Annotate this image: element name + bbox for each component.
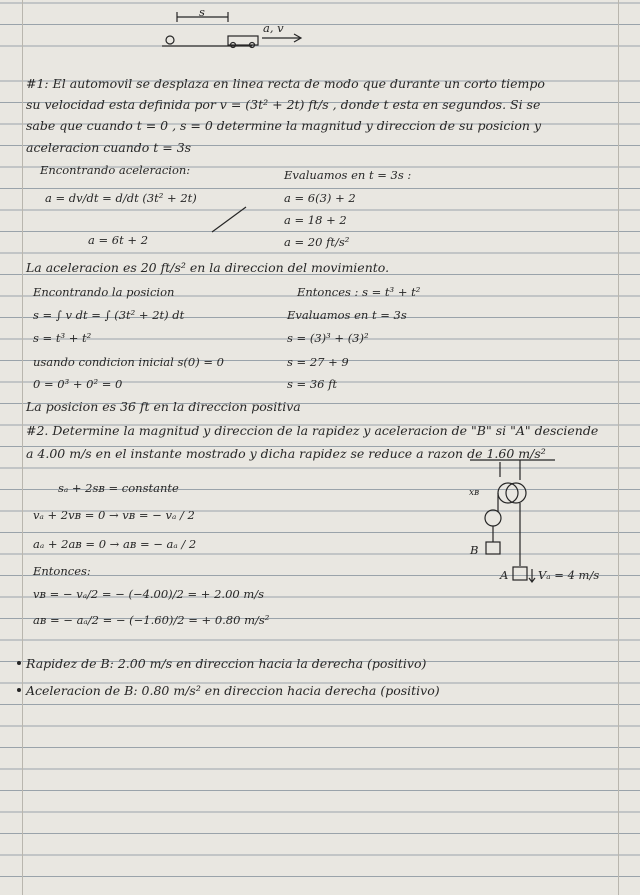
pulley-diagram [470, 460, 555, 582]
p1-acc-eq2: a = 6t + 2 [88, 233, 149, 247]
p1-pos-eval3: s = 36 ft [287, 377, 338, 391]
fig-a-label: A [500, 568, 509, 582]
p2-title-line1: #2. Determine la magnitud y direccion de la rapidez y aceleracion de "B" si "A" desciende [26, 423, 599, 438]
sketch-slash [212, 207, 246, 232]
p1-init-eq: 0 = 0³ + 0² = 0 [33, 377, 123, 391]
bullet-dot-2 [17, 688, 21, 692]
p2-acceleration-eq: aₐ + 2aʙ = 0 → aʙ = − aₐ / 2 [33, 537, 197, 551]
p1-find-pos-heading: Encontrando la posicion [33, 285, 175, 299]
header-s-label: s [199, 5, 205, 19]
fig-va-label: Vₐ = 4 m/s [538, 568, 600, 582]
p1-eval-line2: a = 18 + 2 [284, 213, 347, 227]
p1-title-line2: su velocidad esta definida por v = (3t² + 2t) ft/s , donde t esta en segundos. Si se [26, 97, 541, 112]
p1-eval-heading: Evaluamos en t = 3s : [284, 168, 412, 182]
p1-pos-eq2: s = t³ + t² [33, 331, 92, 345]
header-av-label: a, v [263, 21, 284, 35]
p1-acc-result: La aceleracion es 20 ft/s² en la direccion del movimiento. [26, 260, 390, 275]
p2-bullet-acceleration: Aceleracion de B: 0.80 m/s² en direccion hacia derecha (positivo) [26, 683, 440, 698]
p2-constant-eq: sₐ + 2sʙ = constante [58, 481, 179, 495]
p1-pos-eval1: s = (3)³ + (3)² [287, 331, 369, 345]
p1-eval-line3: a = 20 ft/s² [284, 235, 350, 249]
p1-title-line3: sabe que cuando t = 0 , s = 0 determine la magnitud y direccion de su posicion y [26, 118, 542, 133]
p1-eval-pos-heading: Evaluamos en t = 3s [287, 308, 407, 322]
fig-xb-label: xʙ [469, 488, 480, 498]
bullet-dot-1 [17, 661, 21, 665]
p1-eval-line1: a = 6(3) + 2 [284, 191, 356, 205]
fig-b-label: B [470, 543, 479, 557]
p1-title-line1: #1: El automovil se desplaza en linea recta de modo que durante un corto tiempo [26, 76, 545, 91]
p1-pos-eq1: s = ∫ v dt = ∫ (3t² + 2t) dt [33, 308, 185, 322]
p1-pos-result: La posicion es 36 ft en la direccion positiva [26, 399, 301, 414]
p1-pos-eval2: s = 27 + 9 [287, 355, 349, 369]
p1-title-line4: aceleracion cuando t = 3s [26, 140, 192, 155]
p2-ab-calc: aʙ = − aₐ/2 = − (−1.60)/2 = + 0.80 m/s² [33, 613, 270, 627]
p1-init-condition: usando condicion inicial s(0) = 0 [33, 355, 224, 369]
p2-bullet-speed: Rapidez de B: 2.00 m/s en direccion hacia la derecha (positivo) [26, 656, 427, 671]
p2-then-label: Entonces: [33, 564, 91, 578]
p2-vb-calc: vʙ = − vₐ/2 = − (−4.00)/2 = + 2.00 m/s [33, 587, 265, 601]
p1-then-line: Entonces : s = t³ + t² [297, 285, 421, 299]
p2-title-line2: a 4.00 m/s en el instante mostrado y dicha rapidez se reduce a razon de 1.60 m/s² [26, 446, 546, 461]
p1-find-acc-heading: Encontrando aceleracion: [40, 163, 191, 177]
p1-acc-eq1: a = dv/dt = d/dt (3t² + 2t) [45, 191, 197, 205]
p2-velocity-eq: vₐ + 2vʙ = 0 → vʙ = − vₐ / 2 [33, 508, 195, 522]
